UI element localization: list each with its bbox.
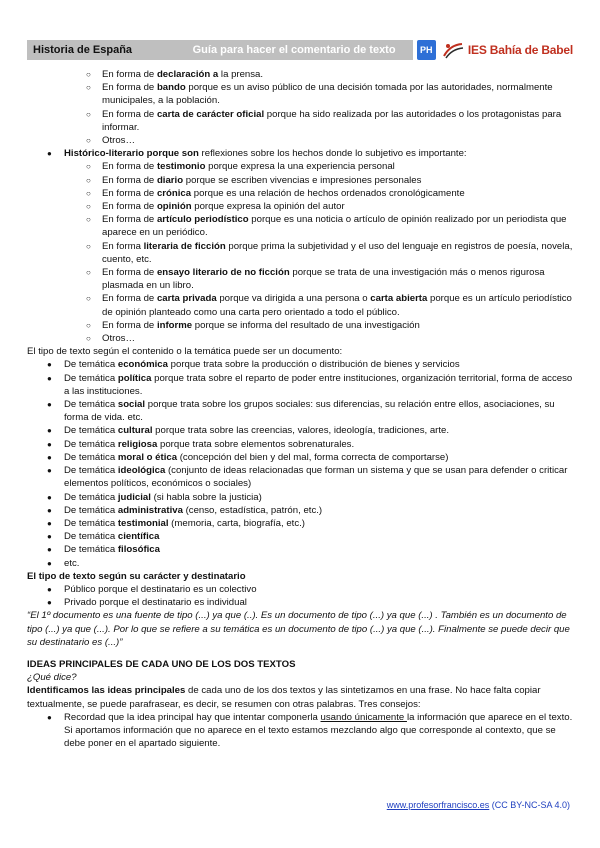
list-item: ● De temática política porque trata sobre el reparto de poder entre instituciones, organización territorial, forma de acceso a las instituciones.: [27, 372, 573, 398]
list-item: ● De temática cultural porque trata sobre las creencias, valores, ideología, tradiciones, arte.: [27, 424, 573, 437]
school-name: IES Bahía de Babel: [467, 43, 573, 57]
list-item-historico: ● Histórico-literario porque son reflexiones sobre los hechos donde lo subjetivo es importante:: [27, 147, 573, 160]
header-bar: [27, 40, 413, 60]
list-item: ○ Otros…: [27, 332, 573, 345]
school-logo: [442, 41, 573, 59]
footer-website-link[interactable]: www.profesorfrancisco.es: [386, 800, 490, 810]
header-guide-title: Guía para hacer el comentario de texto: [192, 44, 396, 56]
list-item: ● Privado porque el destinatario es individual: [27, 596, 573, 609]
list-item: ○ En forma de informe porque se informa del resultado de una investigación: [27, 319, 573, 332]
list-item: ● Público porque el destinatario es un colectivo: [27, 583, 573, 596]
list-item: ● De temática religiosa porque trata sobre elementos sobrenaturales.: [27, 438, 573, 451]
header-subject: Historia de España: [33, 44, 133, 56]
footer-license: (CC BY-NC-SA 4.0): [489, 800, 570, 810]
list-item: ○ En forma de artículo periodístico porque es una noticia o artículo de opinión realizado por un periodista que aparece en un periódico.: [27, 213, 573, 239]
list-item: ○ Otros…: [27, 134, 573, 147]
list-item: ● De temática administrativa (censo, estadística, patrón, etc.): [27, 504, 573, 517]
tematica-intro: El tipo de texto según el contenido o la temática puede ser un documento:: [27, 346, 343, 358]
list-item: ● De temática testimonial (memoria, carta, biografía, etc.): [27, 517, 573, 530]
list-item: ○ En forma de ensayo literario de no ficción porque se trata de una investigación más o menos rigurosa plasmada en un libro.: [27, 266, 573, 292]
list-item: ○ En forma de carta privada porque va dirigida a una persona o carta abierta porque es un artículo periodístico de opinión planteado como una carta pero orientado a todo el público.: [27, 292, 573, 318]
list-item: ● De temática social porque trata sobre los grupos sociales: sus diferencias, su relación entre ellos, asociaciones, su forma de vida. etc.: [27, 398, 573, 424]
list-item: ● De temática económica porque trata sobre la producción o distribución de bienes y servicios: [27, 358, 573, 371]
list-item: ○ En forma de diario porque se escriben vivencias e impresiones personales: [27, 174, 573, 187]
page-header: [27, 39, 573, 61]
ideas-paragraph: Identificamos las ideas principales de cada uno de los dos textos y las sintetizamos en una frase. No hace falta copiar textualmente, se puede parafrasear, es decir, se resumen con otras palabras. Tres consejos:: [27, 685, 541, 710]
list-item: ○ En forma de crónica porque es una relación de hechos ordenados cronológicamente: [27, 187, 573, 200]
section-question: ¿Qué dice?: [27, 672, 77, 684]
section-title: IDEAS PRINCIPALES DE CADA UNO DE LOS DOS TEXTOS: [27, 658, 296, 670]
list-item: ● De temática judicial (si habla sobre la justicia): [27, 491, 573, 504]
list-item: ○ En forma de bando porque es un aviso público de una decisión tomada por las autoridades, normalmente municipales, a la población.: [27, 81, 573, 107]
list-item: ● Recordad que la idea principal hay que intentar componerla usando únicamente la información que aparece en el texto. Si aportamos información que no aparece en el texto estamos mezclando algo que corresponde al contexto, que se debe poner en el apartado siguiente.: [27, 711, 573, 751]
list-item: ○ En forma de opinión porque expresa la opinión del autor: [27, 200, 573, 213]
list-item: ○ En forma literaria de ficción porque prima la subjetividad y el uso del lenguaje en registros de poesía, novela, cuento, etc.: [27, 240, 573, 266]
caracter-title: El tipo de texto según su carácter y destinatario: [27, 570, 246, 582]
document-body: [27, 68, 573, 750]
page-footer: [387, 800, 570, 810]
list-item: ● De temática filosófica: [27, 543, 573, 556]
list-item: ● etc.: [27, 557, 573, 570]
template-quote: “El 1º documento es una fuente de tipo (...) ya que (..). Es un documento de tipo (...) ya que (...) . También es un documento de tipo (...) ya que (...). Por lo que se refiere a su temática es un documento de tipo (...) ya que (...). Finalmente se puede decir que su destinatario es (...)”: [27, 610, 570, 648]
list-item: ○ En forma de carta de carácter oficial porque ha sido realizada por las autoridades o los protagonistas para informar.: [27, 108, 573, 134]
list-item: ○ En forma de testimonio porque expresa la una experiencia personal: [27, 160, 573, 173]
list-item: ○ En forma de declaración a la prensa.: [27, 68, 573, 81]
babel-tower-icon: [442, 41, 464, 59]
list-item: ● De temática ideológica (conjunto de ideas relacionadas que forman un sistema y que se usan para defender o criticar elementos políticos, económicos o sociales): [27, 464, 573, 490]
ph-logo-badge: PH: [417, 40, 436, 60]
list-item: ● De temática moral o ética (concepción del bien y del mal, forma correcta de comportarse): [27, 451, 573, 464]
list-item: ● De temática científica: [27, 530, 573, 543]
